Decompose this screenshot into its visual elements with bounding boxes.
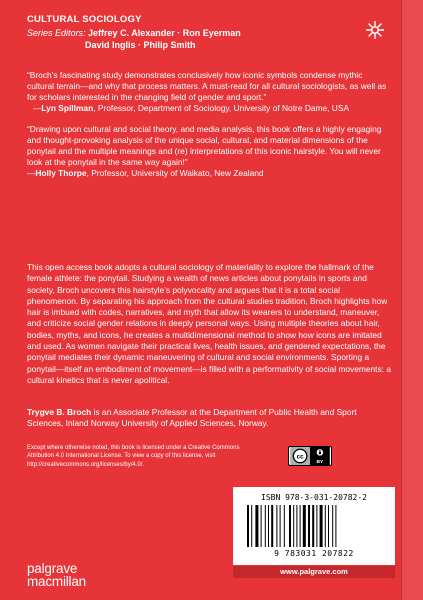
book-description: This open access book adopts a cultural sociology of materiality to explore the hallmark of the female athlete: the ponytail. Studying a wealth of news articles about ponytails in sports and society, Broch uncovers this hairstyle’s polyvocality and argues that it is a total social phenomenon. By separating his approach from the cultural studies tradition, Broch highlights how hair is imbued with codes, narratives, and myth that allow its wearers to understand, maneuver, and criticize social gender relations in deeply personal ways. Using multiple theories about hair, bodies, myths, and icons, he creates a multidimensional method to show how icons are imitated and used. As women navigate their practical lives, health issues, and gendered expectations, the ponytail mediates their dynamic maneuvering of cultural and social environments. Sporting a ponytail—itself an embodiment of movement—is filled with a performativity of social movements: a cultural kinetics that is never apolitical. (27, 262, 391, 385)
publisher-logo (27, 562, 86, 588)
barcode-bar (308, 505, 310, 547)
spine-strip (401, 0, 423, 600)
quote-text: “Drawing upon cultural and social theory, and media analysis, this book offers a highly engaging and thought-provoking analysis of the unique social, cultural, and material dimensions of the ponytail and the multiple meanings and (re) interpretations of this iconic hairstyle. You will never look at the ponytail in the same way again!” (27, 124, 382, 167)
author-bio-text: is an Associate Professor at the Department of Public Health and Sport Sciences, Inland Norway University of Applied Sciences, Norway. (27, 407, 357, 429)
series-editors-line2: David Inglis · Philip Smith (85, 40, 196, 50)
quote-attribution: —Holly Thorpe, Professor, University of Waikato, New Zealand (27, 168, 264, 178)
publisher-line2: macmillan (27, 574, 86, 589)
series-editors-line1: Jeffrey C. Alexander · Ron Eyerman (88, 28, 241, 38)
barcode-bar (325, 505, 326, 547)
creative-commons-by-icon (288, 446, 332, 466)
quote-text: “Broch’s fascinating study demonstrates conclusively how iconic symbols condense mythic cultural terrain—and why that process matters. A must-read for all cultural sociologists, as well as for scholars interested in the changing field of gender and sport.” (27, 70, 387, 102)
cc-left-label: cc (296, 453, 304, 461)
barcode-bar (332, 505, 333, 547)
barcode-bar (268, 505, 269, 547)
cc-right-label: BY (316, 459, 324, 465)
series-editors-label: Series Editors: (27, 28, 86, 38)
barcode-panel (233, 487, 395, 565)
license-notice: Except where otherwise noted, this book is licensed under a Creative Commons Attribution 4.0 International License. To view a copy of this license, visit http://creativecommons.org/licenses/by/4.0/. (27, 445, 240, 468)
endorsement-quote (27, 124, 391, 179)
barcode-bar (320, 505, 323, 547)
author-name: Trygve B. Broch (27, 407, 92, 417)
endorsements (27, 70, 391, 189)
barcode-bar (316, 505, 317, 547)
barcode-bar (328, 505, 329, 547)
barcode-bar (271, 505, 273, 547)
barcode-bar (335, 505, 336, 547)
website-url[interactable]: www.palgrave.com (233, 566, 395, 578)
barcode-bar (296, 505, 297, 547)
author-bio (27, 407, 391, 430)
barcode-bar (312, 505, 314, 547)
quote-affiliation: , Professor, University of Waikato, New Zealand (86, 168, 264, 178)
barcode-bar (289, 505, 291, 547)
endorsement-quote (27, 70, 391, 114)
barcode-bar (251, 505, 252, 547)
barcode-bar (300, 505, 301, 547)
springer-nature-logo-icon (365, 20, 385, 40)
barcode-bar (293, 505, 294, 547)
series-title: CULTURAL SOCIOLOGY (27, 14, 142, 25)
quote-author: Lyn Spillman (41, 103, 94, 113)
barcode-bar (276, 505, 277, 547)
publisher-line1: palgrave (27, 561, 78, 576)
barcode-bar (303, 505, 306, 547)
barcode-bar (280, 505, 281, 547)
barcode-bar (284, 505, 285, 547)
barcode-bar (247, 505, 249, 547)
barcode-number: 9 783031 207822 (274, 549, 354, 558)
isbn-text: ISBN 978-3-031-20782-2 (261, 493, 367, 502)
barcode-bar (265, 505, 266, 547)
series-editors (27, 27, 387, 51)
quote-author: Holly Thorpe (35, 168, 87, 178)
barcode-bar (255, 505, 258, 547)
series-header (27, 14, 387, 51)
barcode-bar (261, 505, 262, 547)
quote-attribution: —Lyn Spillman, Professor, Department of Sociology, University of Notre Dame, USA (33, 103, 350, 113)
quote-affiliation: , Professor, Department of Sociology, University of Notre Dame, USA (93, 103, 350, 113)
